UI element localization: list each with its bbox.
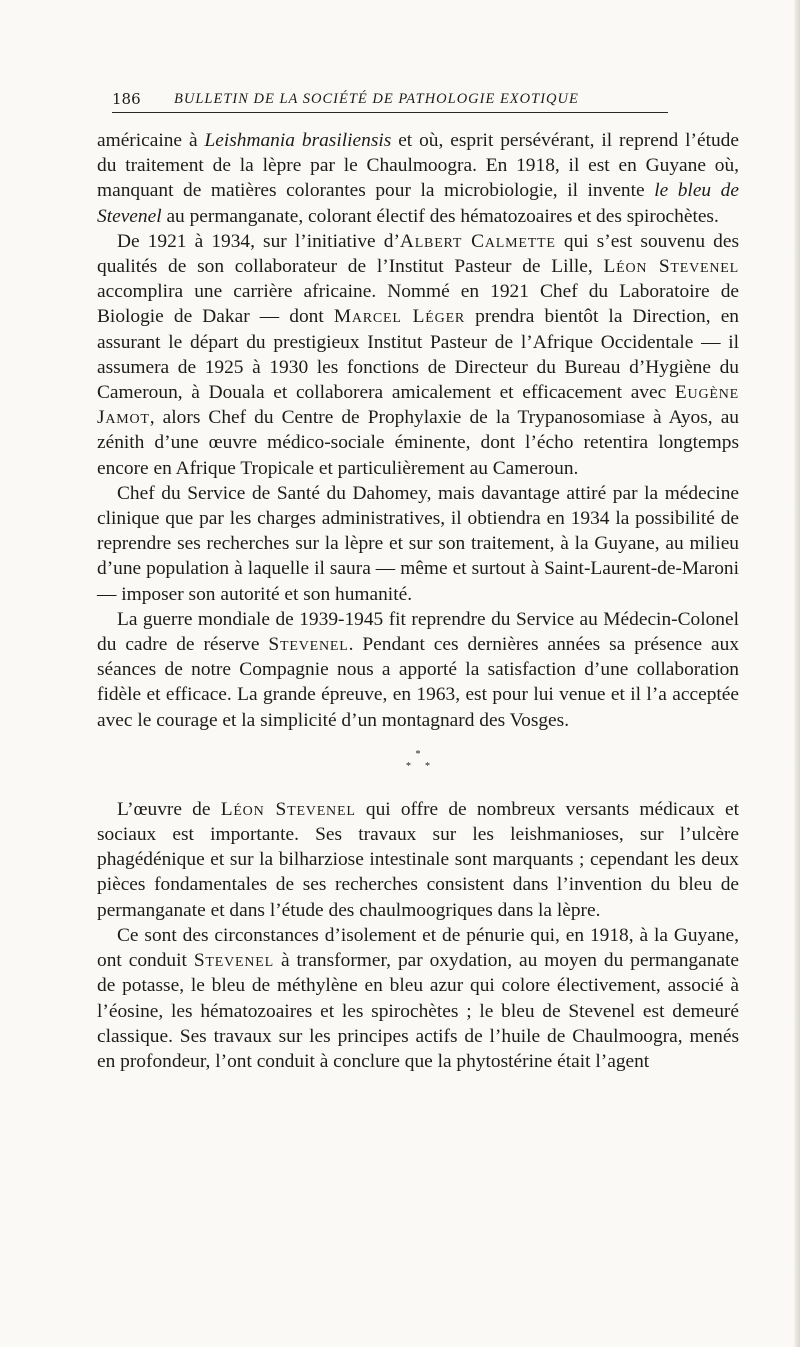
text-run: et où, esprit persévérant, il reprend l’étude du traitement de la lèpre par le Chaulmoogra. En 1918, il est en Guyane où, manquant de matières colorantes pour la microbiologie, il invente — [97, 130, 739, 202]
text-run: La guerre mondiale de 1939-1945 fit reprendre du Service au Médecin-Colonel du cadre de réserve — [97, 608, 739, 656]
text-run: au permanganate, colorant électif des hématozoaires et des spirochètes. — [161, 205, 719, 227]
text-run: L’œuvre de — [117, 798, 221, 820]
text-run: à transformer, par oxydation, au moyen du permanganate de potasse, le bleu de méthylène en bleu azur qui colore électivement, associé à l’éosine, les hématozoaires et les spirochètes ; le bleu de Stevenel est demeuré classique. Ses travaux sur les principes actifs de l’huile de Chaulmoogra, menés en profondeur, l’ont conduit à conclure que la phytostérine était l’agent — [97, 950, 740, 1072]
text-run: prendra bientôt la Direction, en assurant le départ du prestigieux Institut Pasteur de l’Afrique Occidentale — il assumera de 1925 à 1930 les fonctions de Directeur du Bureau d’Hygiène du Cameroun, à Douala et collaborera amicalement et efficacement avec — [97, 306, 739, 404]
paragraph-3 — [97, 481, 739, 607]
text-run: Ce sont des circonstances d’isolement et de pénurie qui, en 1918, à la Guyane, ont conduit — [97, 924, 739, 972]
text-run: accomplira une carrière africaine. Nommé en 1921 Chef du Laboratoire de Biologie de Dakar — dont — [97, 281, 739, 328]
paragraph-4 — [97, 607, 739, 733]
text-run: qui offre de nombreux versants médicaux et sociaux est importante. Ses travaux sur les leishmanioses, sur l’ulcère phagédénique et sur la bilharziose intestinale sont marquants ; cependant les deux pièces fondamentales de ses recherches consistent dans l’invention du bleu de permanganate et dans l’étude des chaulmoogriques dans la lèpre. — [97, 798, 739, 921]
text-run: . Pendant ces dernières années sa présence aux séances de notre Compagnie nous a apporté la satisfaction d’une collaboration fidèle et efficace. La grande épreuve, en 1963, est pour lui venue et il l’a acceptée avec le courage et la simplicité d’un montagnard des Vosges. — [97, 634, 740, 731]
person-name: Albert Calmette — [399, 230, 556, 252]
person-name: Léon Stevenel — [603, 256, 739, 278]
section-ornament — [97, 749, 739, 773]
running-head — [112, 88, 668, 113]
person-name: Stevenel — [193, 950, 274, 972]
paragraph-6 — [97, 923, 739, 1074]
paragraph-1 — [97, 128, 739, 229]
text-run: qui s’est souvenu des qualités de son collaborateur de l’Institut Pasteur de Lille, — [97, 230, 739, 278]
person-name: Léon Stevenel — [220, 798, 356, 820]
person-name: Marcel Léger — [333, 306, 466, 328]
page-edge-shadow — [794, 0, 800, 1347]
journal-title: BULLETIN DE LA SOCIÉTÉ DE PATHOLOGIE EXOTIQUE — [174, 91, 579, 107]
page-number: 186 — [112, 90, 141, 108]
species-name: Leishmania brasiliensis — [204, 130, 392, 151]
text-run: De 1921 à 1934, sur l’initiative d’ — [117, 230, 400, 252]
person-name: Stevenel — [268, 634, 349, 656]
text-run: Chef du Service de Santé du Dahomey, mais davantage attiré par la médecine clinique que par les charges administratives, il obtiendra en 1934 la possibilité de reprendre ses recherches sur la lèpre et sur son traitement, à la Guyane, au milieu d’une population à laquelle il saura — même et surtout à Saint-Laurent-de-Maroni — imposer son autorité et son humanité. — [97, 482, 739, 605]
article-body — [97, 128, 739, 1074]
asterisk-ornament: * — [415, 748, 421, 760]
stain-name: le bleu de Stevenel — [97, 180, 739, 227]
asterisk-ornament: * — [406, 760, 411, 772]
paragraph-5 — [97, 797, 739, 923]
person-name: Eugène Jamot — [97, 382, 739, 429]
text-run: , alors Chef du Centre de Prophylaxie de la Trypanosomiase à Ayos, au zénith d’une œuvre médico-sociale éminente, dont l’écho retentira longtemps encore en Afrique Tropicale et particulièrement au Cameroun. — [97, 407, 739, 479]
text-run: américaine à — [97, 130, 205, 151]
paragraph-2 — [97, 229, 739, 481]
asterisk-ornament: * — [425, 760, 430, 772]
